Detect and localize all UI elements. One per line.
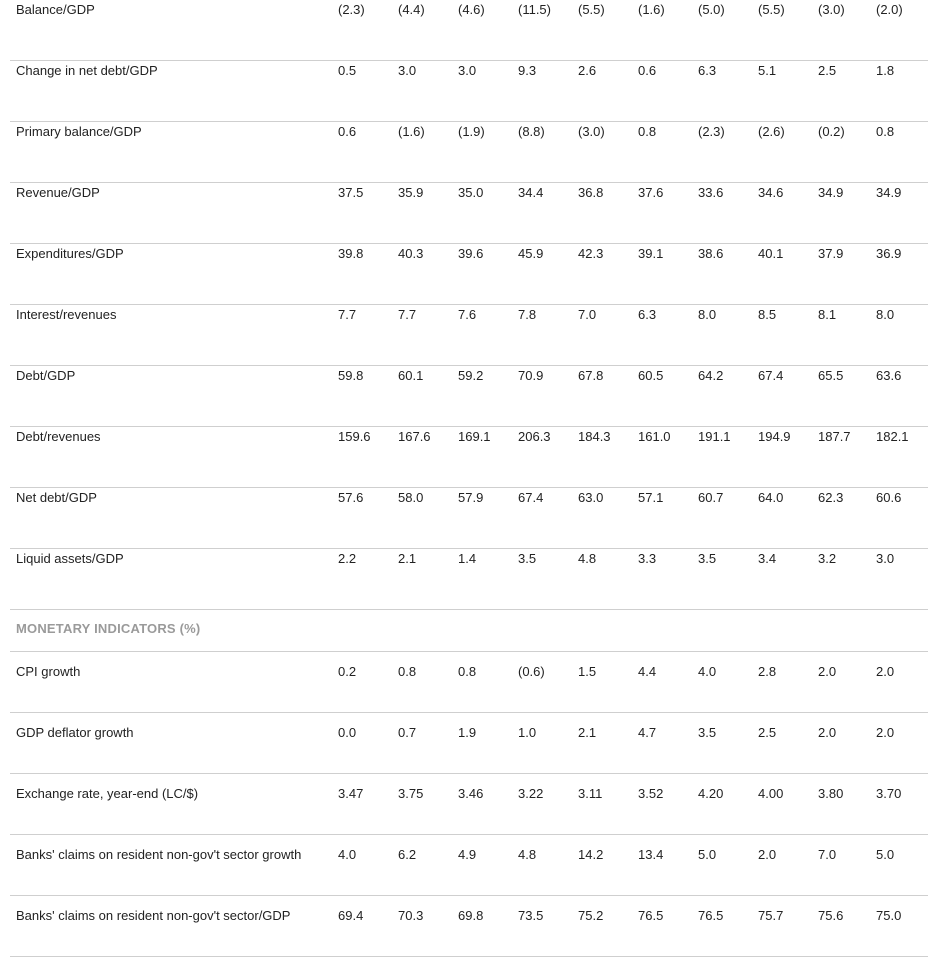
row-value: 40.1 <box>758 246 784 261</box>
row-value: 73.5 <box>518 908 544 923</box>
row-label: Liquid assets/GDP <box>16 551 124 566</box>
row-value: 8.0 <box>698 307 717 322</box>
row-value: 36.8 <box>578 185 604 200</box>
row-value: 7.8 <box>518 307 537 322</box>
row-value: 63.6 <box>876 368 902 383</box>
row-value: 4.00 <box>758 786 784 801</box>
row-value: 63.0 <box>578 490 604 505</box>
row-value: 2.8 <box>758 664 777 679</box>
row-value: 69.4 <box>338 908 364 923</box>
row-value: 57.6 <box>338 490 364 505</box>
row-value: 3.70 <box>876 786 902 801</box>
row-value: (11.5) <box>518 2 551 17</box>
table-row <box>10 427 928 488</box>
row-value: 70.3 <box>398 908 424 923</box>
row-value: 1.0 <box>518 725 537 740</box>
row-value: (1.6) <box>638 2 665 17</box>
table-row <box>10 305 928 366</box>
row-value: 64.0 <box>758 490 784 505</box>
row-value: 1.9 <box>458 725 477 740</box>
row-value: 5.1 <box>758 63 777 78</box>
row-value: 187.7 <box>818 429 851 444</box>
row-label: Change in net debt/GDP <box>16 63 158 78</box>
row-label: Banks' claims on resident non-gov't sector/GDP <box>16 908 291 923</box>
row-value: 3.0 <box>876 551 895 566</box>
row-value: 2.5 <box>758 725 777 740</box>
row-value: 42.3 <box>578 246 604 261</box>
row-value: 64.2 <box>698 368 724 383</box>
table-row <box>10 183 928 244</box>
row-label: Exchange rate, year-end (LC/$) <box>16 786 199 801</box>
row-value: 0.5 <box>338 63 357 78</box>
row-value: 3.3 <box>638 551 657 566</box>
row-value: 3.0 <box>398 63 417 78</box>
row-value: 69.8 <box>458 908 484 923</box>
row-value: 62.3 <box>818 490 844 505</box>
row-value: 2.6 <box>578 63 597 78</box>
table-row <box>10 549 928 610</box>
row-value: 0.8 <box>876 124 895 139</box>
row-value: 34.9 <box>818 185 844 200</box>
row-value: 75.2 <box>578 908 604 923</box>
row-value: 37.6 <box>638 185 664 200</box>
row-value: 0.0 <box>338 725 357 740</box>
row-value: 2.2 <box>338 551 357 566</box>
row-value: 3.5 <box>698 551 717 566</box>
row-value: (1.6) <box>398 124 425 139</box>
row-value: 2.0 <box>818 725 837 740</box>
row-label: Interest/revenues <box>16 307 117 322</box>
table-row <box>10 713 928 774</box>
row-value: 169.1 <box>458 429 491 444</box>
row-value: 6.2 <box>398 847 417 862</box>
row-value: 5.0 <box>698 847 717 862</box>
row-value: 0.6 <box>638 63 657 78</box>
row-value: 75.0 <box>876 908 902 923</box>
row-value: 59.8 <box>338 368 364 383</box>
table-row <box>10 652 928 713</box>
table-row <box>10 896 928 957</box>
row-value: 7.7 <box>398 307 417 322</box>
row-value: 60.5 <box>638 368 664 383</box>
row-value: 65.5 <box>818 368 844 383</box>
section-header-monetary <box>10 610 928 652</box>
row-value: 7.0 <box>578 307 597 322</box>
row-value: 57.9 <box>458 490 484 505</box>
row-value: 38.6 <box>698 246 724 261</box>
row-value: 161.0 <box>638 429 671 444</box>
row-value: (3.0) <box>578 124 605 139</box>
row-value: 39.1 <box>638 246 664 261</box>
row-value: (8.8) <box>518 124 545 139</box>
row-value: (2.3) <box>698 124 725 139</box>
row-value: 0.8 <box>638 124 657 139</box>
row-value: (0.6) <box>518 664 545 679</box>
row-value: 45.9 <box>518 246 544 261</box>
row-value: (5.0) <box>698 2 725 17</box>
row-label: Debt/GDP <box>16 368 76 383</box>
row-value: 2.0 <box>876 664 895 679</box>
row-value: 191.1 <box>698 429 731 444</box>
row-value: 7.0 <box>818 847 837 862</box>
row-value: 37.9 <box>818 246 844 261</box>
row-value: 182.1 <box>876 429 909 444</box>
row-label: Net debt/GDP <box>16 490 97 505</box>
row-value: 6.3 <box>638 307 657 322</box>
row-label: Banks' claims on resident non-gov't sector growth <box>16 847 302 862</box>
row-value: 0.2 <box>338 664 357 679</box>
row-value: 3.80 <box>818 786 844 801</box>
row-label: Balance/GDP <box>16 2 95 17</box>
row-value: 35.0 <box>458 185 484 200</box>
row-label: CPI growth <box>16 664 81 679</box>
row-label: Expenditures/GDP <box>16 246 124 261</box>
row-value: 39.8 <box>338 246 364 261</box>
section-title: MONETARY INDICATORS (%) <box>16 621 201 636</box>
row-value: 3.22 <box>518 786 544 801</box>
row-value: 2.0 <box>818 664 837 679</box>
row-value: 7.6 <box>458 307 477 322</box>
table-row <box>10 0 928 61</box>
row-value: 4.0 <box>698 664 717 679</box>
row-value: 40.3 <box>398 246 424 261</box>
row-value: 34.9 <box>876 185 902 200</box>
row-value: (1.9) <box>458 124 485 139</box>
row-value: 3.46 <box>458 786 484 801</box>
row-value: 2.1 <box>398 551 417 566</box>
row-label: Revenue/GDP <box>16 185 100 200</box>
row-value: 1.8 <box>876 63 895 78</box>
row-value: 3.11 <box>578 786 603 801</box>
row-value: 2.0 <box>876 725 895 740</box>
row-label: Debt/revenues <box>16 429 101 444</box>
row-value: 60.6 <box>876 490 902 505</box>
row-value: 4.0 <box>338 847 357 862</box>
row-value: 0.7 <box>398 725 417 740</box>
row-value: 14.2 <box>578 847 604 862</box>
row-value: 13.4 <box>638 847 664 862</box>
row-value: 4.4 <box>638 664 657 679</box>
table-row <box>10 366 928 427</box>
row-value: 4.7 <box>638 725 657 740</box>
row-value: 35.9 <box>398 185 424 200</box>
row-value: 9.3 <box>518 63 537 78</box>
row-value: 4.8 <box>518 847 537 862</box>
row-value: 0.8 <box>398 664 417 679</box>
row-value: 167.6 <box>398 429 431 444</box>
row-value: 1.4 <box>458 551 477 566</box>
row-value: 3.5 <box>518 551 537 566</box>
row-value: 3.52 <box>638 786 664 801</box>
row-value: 34.4 <box>518 185 544 200</box>
row-value: 0.8 <box>458 664 477 679</box>
row-value: (5.5) <box>578 2 605 17</box>
row-value: 6.3 <box>698 63 717 78</box>
row-value: 75.7 <box>758 908 784 923</box>
row-value: (2.6) <box>758 124 785 139</box>
row-value: 8.0 <box>876 307 895 322</box>
row-value: 3.2 <box>818 551 837 566</box>
row-value: (0.2) <box>818 124 845 139</box>
row-value: 4.9 <box>458 847 477 862</box>
table-row <box>10 835 928 896</box>
table-row <box>10 774 928 835</box>
row-value: 34.6 <box>758 185 784 200</box>
row-value: 60.1 <box>398 368 424 383</box>
row-value: 60.7 <box>698 490 724 505</box>
row-value: 75.6 <box>818 908 844 923</box>
row-value: (3.0) <box>818 2 845 17</box>
row-value: 37.5 <box>338 185 364 200</box>
row-value: 194.9 <box>758 429 791 444</box>
table-row <box>10 488 928 549</box>
row-value: 1.5 <box>578 664 597 679</box>
row-value: (5.5) <box>758 2 785 17</box>
row-label: Primary balance/GDP <box>16 124 142 139</box>
row-value: 3.4 <box>758 551 777 566</box>
row-value: 67.4 <box>518 490 544 505</box>
row-value: 159.6 <box>338 429 371 444</box>
table-row <box>10 61 928 122</box>
row-value: 184.3 <box>578 429 611 444</box>
row-value: (2.0) <box>876 2 903 17</box>
row-value: 206.3 <box>518 429 551 444</box>
row-value: 39.6 <box>458 246 484 261</box>
row-value: 8.1 <box>818 307 837 322</box>
row-value: 76.5 <box>638 908 664 923</box>
row-value: 70.9 <box>518 368 544 383</box>
row-value: 67.8 <box>578 368 604 383</box>
row-value: 2.5 <box>818 63 837 78</box>
row-value: (4.4) <box>398 2 425 17</box>
row-value: 0.6 <box>338 124 357 139</box>
row-value: 36.9 <box>876 246 902 261</box>
row-value: (2.3) <box>338 2 365 17</box>
table-row <box>10 244 928 305</box>
row-value: 7.7 <box>338 307 357 322</box>
row-value: (4.6) <box>458 2 485 17</box>
row-value: 58.0 <box>398 490 424 505</box>
table-row <box>10 122 928 183</box>
row-value: 8.5 <box>758 307 777 322</box>
row-value: 57.1 <box>638 490 664 505</box>
row-value: 33.6 <box>698 185 724 200</box>
row-label: GDP deflator growth <box>16 725 134 740</box>
row-value: 3.5 <box>698 725 717 740</box>
row-value: 3.75 <box>398 786 424 801</box>
row-value: 4.8 <box>578 551 597 566</box>
row-value: 4.20 <box>698 786 724 801</box>
row-value: 3.0 <box>458 63 477 78</box>
row-value: 3.47 <box>338 786 364 801</box>
row-value: 5.0 <box>876 847 895 862</box>
row-value: 67.4 <box>758 368 784 383</box>
row-value: 76.5 <box>698 908 724 923</box>
row-value: 59.2 <box>458 368 484 383</box>
row-value: 2.1 <box>578 725 597 740</box>
row-value: 2.0 <box>758 847 777 862</box>
